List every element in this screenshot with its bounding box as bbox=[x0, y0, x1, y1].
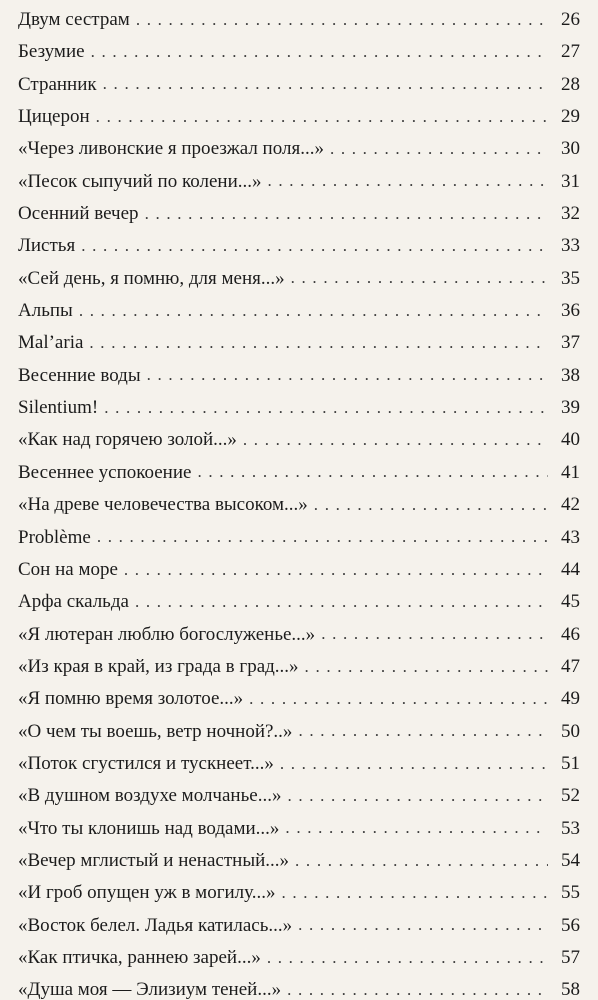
dot-leader bbox=[291, 269, 548, 288]
toc-entry-page: 53 bbox=[561, 817, 580, 839]
toc-entry-title: Problème bbox=[18, 526, 91, 548]
toc-entry-title: Арфа скальда bbox=[18, 591, 129, 613]
toc-entry bbox=[18, 166, 580, 198]
toc-entry-title: Альпы bbox=[18, 300, 73, 322]
toc-entry bbox=[18, 133, 580, 165]
toc-entry-page: 47 bbox=[561, 655, 580, 677]
toc-entry-page: 31 bbox=[561, 170, 580, 192]
toc-entry-title: Весенние воды bbox=[18, 364, 141, 386]
toc-entry-page: 30 bbox=[561, 138, 580, 160]
toc-entry-page: 46 bbox=[561, 623, 580, 645]
toc-entry-page: 33 bbox=[561, 235, 580, 257]
dot-leader bbox=[305, 658, 548, 677]
dot-leader bbox=[298, 722, 548, 741]
dot-leader bbox=[145, 205, 548, 224]
toc-entry-title: «И гроб опущен уж в могилу...» bbox=[18, 882, 276, 904]
dot-leader bbox=[249, 690, 548, 709]
dot-leader bbox=[104, 399, 548, 418]
toc-entry-title: «Восток белел. Ладья катилась...» bbox=[18, 914, 293, 936]
toc-entry-title: Весеннее успокоение bbox=[18, 461, 192, 483]
toc-entry bbox=[18, 683, 580, 715]
toc-entry bbox=[18, 295, 580, 327]
toc-entry bbox=[18, 327, 580, 359]
toc-entry-title: «О чем ты воешь, ветр ночной?..» bbox=[18, 720, 293, 742]
toc-entry-page: 27 bbox=[561, 41, 580, 63]
toc-entry bbox=[18, 554, 580, 586]
toc-entry-page: 35 bbox=[561, 267, 580, 289]
toc-entry-title: Безумие bbox=[18, 41, 85, 63]
dot-leader bbox=[147, 366, 548, 385]
dot-leader bbox=[285, 819, 548, 838]
dot-leader bbox=[89, 334, 548, 353]
dot-leader bbox=[330, 140, 548, 159]
toc-entry bbox=[18, 489, 580, 521]
toc-entry-title: «Я помню время золотое...» bbox=[18, 688, 244, 710]
toc-entry-page: 28 bbox=[561, 73, 580, 95]
dot-leader bbox=[267, 172, 548, 191]
toc-entry bbox=[18, 522, 580, 554]
toc-entry-page: 37 bbox=[561, 332, 580, 354]
toc-entry-title: Листья bbox=[18, 235, 76, 257]
dot-leader bbox=[295, 852, 548, 871]
toc-entry-page: 32 bbox=[561, 203, 580, 225]
dot-leader bbox=[314, 496, 548, 515]
dot-leader bbox=[136, 11, 548, 30]
table-of-contents bbox=[18, 4, 580, 1000]
toc-entry-page: 29 bbox=[561, 106, 580, 128]
toc-entry-title: «Через ливонские я проезжал поля...» bbox=[18, 138, 324, 160]
toc-entry bbox=[18, 748, 580, 780]
toc-entry bbox=[18, 877, 580, 909]
toc-entry-title: «В душном воздухе молчанье...» bbox=[18, 785, 282, 807]
dot-leader bbox=[81, 237, 548, 256]
toc-entry-title: «Как над горячею золой...» bbox=[18, 429, 237, 451]
dot-leader bbox=[103, 75, 548, 94]
toc-entry-page: 56 bbox=[561, 914, 580, 936]
dot-leader bbox=[282, 884, 549, 903]
toc-entry bbox=[18, 910, 580, 942]
toc-entry bbox=[18, 230, 580, 262]
toc-entry-title: Странник bbox=[18, 73, 97, 95]
toc-entry-title: «Поток сгустился и тускнеет...» bbox=[18, 752, 274, 774]
toc-entry-title: «Песок сыпучий по колени...» bbox=[18, 170, 262, 192]
toc-entry bbox=[18, 392, 580, 424]
toc-entry bbox=[18, 974, 580, 1000]
dot-leader bbox=[97, 528, 548, 547]
toc-entry-page: 55 bbox=[561, 882, 580, 904]
toc-entry-page: 52 bbox=[561, 785, 580, 807]
toc-entry-page: 41 bbox=[561, 461, 580, 483]
toc-entry-page: 44 bbox=[561, 558, 580, 580]
dot-leader bbox=[287, 787, 548, 806]
toc-entry-title: Mal’aria bbox=[18, 332, 84, 354]
toc-entry-page: 58 bbox=[561, 979, 580, 1000]
toc-entry-title: «Я лютеран люблю богослуженье...» bbox=[18, 623, 316, 645]
dot-leader bbox=[124, 561, 548, 580]
dot-leader bbox=[243, 431, 548, 450]
toc-entry bbox=[18, 69, 580, 101]
toc-entry-title: «На древе человечества высоком...» bbox=[18, 494, 308, 516]
toc-entry-page: 51 bbox=[561, 752, 580, 774]
toc-entry bbox=[18, 360, 580, 392]
toc-entry-page: 45 bbox=[561, 591, 580, 613]
toc-entry-title: «Душа моя — Элизиум теней...» bbox=[18, 979, 282, 1000]
dot-leader bbox=[79, 302, 548, 321]
toc-entry-page: 39 bbox=[561, 397, 580, 419]
toc-entry-title: «Из края в край, из града в град...» bbox=[18, 655, 299, 677]
toc-entry-title: Silentium! bbox=[18, 397, 99, 419]
toc-entry bbox=[18, 263, 580, 295]
dot-leader bbox=[321, 625, 548, 644]
toc-entry-title: «Сей день, я помню, для меня...» bbox=[18, 267, 285, 289]
toc-entry-title: «Вечер мглистый и ненастный...» bbox=[18, 849, 290, 871]
toc-entry-title: Цицерон bbox=[18, 106, 90, 128]
toc-entry bbox=[18, 813, 580, 845]
toc-entry-page: 57 bbox=[561, 946, 580, 968]
toc-entry bbox=[18, 716, 580, 748]
toc-entry-title: Двум сестрам bbox=[18, 9, 130, 30]
toc-entry bbox=[18, 424, 580, 456]
toc-entry-title: Осенний вечер bbox=[18, 203, 139, 225]
toc-entry-page: 49 bbox=[561, 688, 580, 710]
toc-entry-page: 54 bbox=[561, 849, 580, 871]
toc-entry-page: 38 bbox=[561, 364, 580, 386]
dot-leader bbox=[267, 949, 548, 968]
toc-entry-title: Сон на море bbox=[18, 558, 118, 580]
toc-entry-title: «Как птичка, раннею зарей...» bbox=[18, 946, 261, 968]
dot-leader bbox=[197, 463, 548, 482]
toc-entry bbox=[18, 586, 580, 618]
toc-entry-page: 43 bbox=[561, 526, 580, 548]
dot-leader bbox=[298, 916, 548, 935]
toc-entry bbox=[18, 4, 580, 36]
toc-entry bbox=[18, 101, 580, 133]
toc-entry-page: 42 bbox=[561, 494, 580, 516]
toc-entry-page: 26 bbox=[561, 9, 580, 30]
toc-entry-page: 50 bbox=[561, 720, 580, 742]
toc-entry bbox=[18, 845, 580, 877]
dot-leader bbox=[135, 593, 548, 612]
dot-leader bbox=[96, 108, 548, 127]
toc-entry-page: 40 bbox=[561, 429, 580, 451]
toc-entry bbox=[18, 619, 580, 651]
toc-entry bbox=[18, 942, 580, 974]
toc-entry bbox=[18, 651, 580, 683]
dot-leader bbox=[91, 43, 548, 62]
toc-entry bbox=[18, 36, 580, 68]
toc-entry-page: 36 bbox=[561, 300, 580, 322]
toc-entry-title: «Что ты клонишь над водами...» bbox=[18, 817, 280, 839]
dot-leader bbox=[287, 981, 548, 1000]
toc-entry bbox=[18, 780, 580, 812]
dot-leader bbox=[280, 755, 548, 774]
toc-entry bbox=[18, 198, 580, 230]
toc-entry bbox=[18, 457, 580, 489]
